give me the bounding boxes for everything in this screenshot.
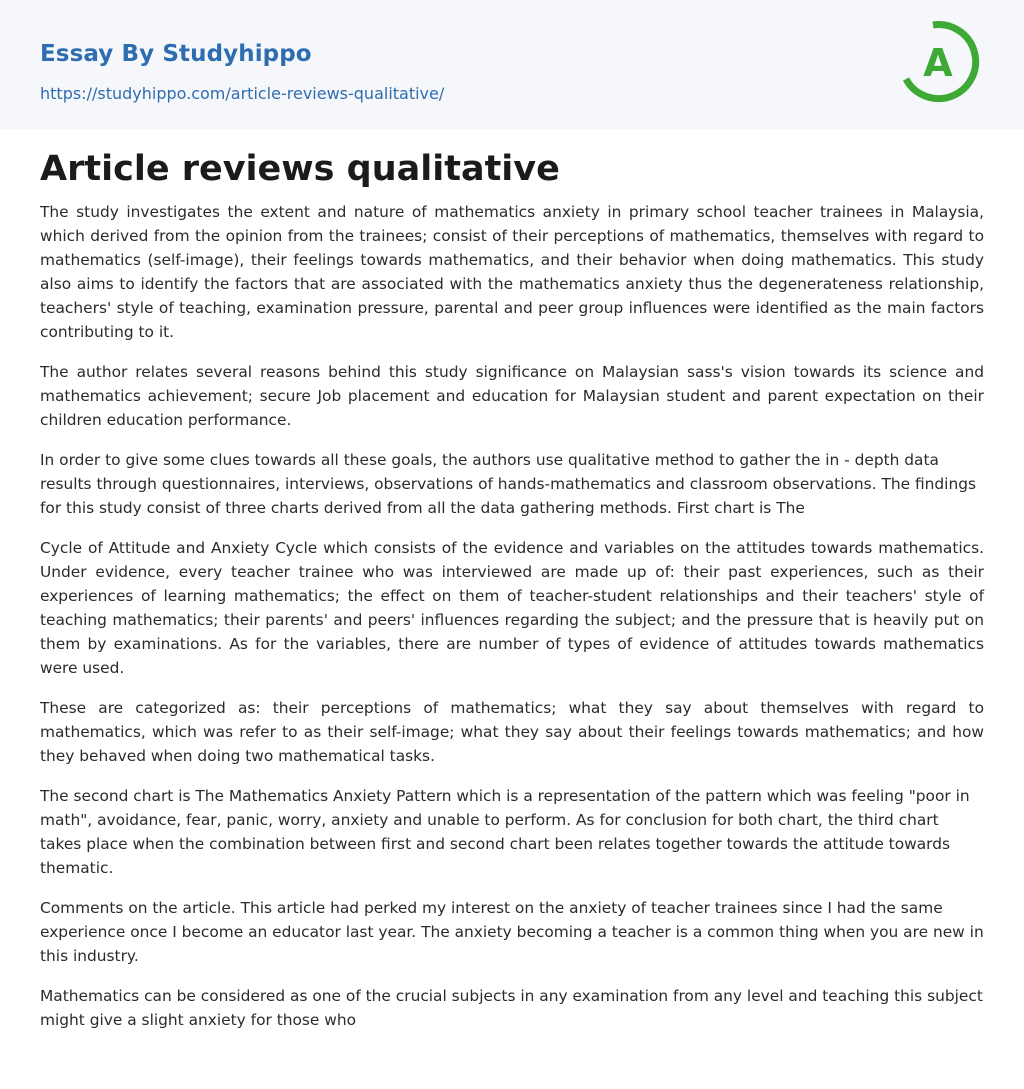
article-paragraph: The study investigates the extent and nature of mathematics anxiety in primary school teacher trainees in Malaysia, which derived from the opinion from the trainees; consist of their perceptions of mathematics, themselves with regard to mathematics (self-image), their feelings towards mathematics, and their behavior when doing mathematics. This study also aims to identify the factors that are associated with the mathematics anxiety thus the degenerateness relationship, teachers' style of teaching, examination pressure, parental and peer group influences were identified as the main factors contributing to it. bbox=[40, 203, 984, 341]
article-paragraph: Cycle of Attitude and Anxiety Cycle which consists of the evidence and variables on the attitudes towards mathematics. Under evidence, every teacher trainee who was interviewed are made up of: their past experiences, such as their experiences of learning mathematics; the effect on them of teacher-student relationships and their teachers' style of teaching mathematics; their parents' and peers' influences regarding the subject; and the pressure that is heavily put on them by examinations. As for the variables, there are number of types of evidence of attitudes towards mathematics were used. bbox=[40, 539, 984, 677]
studyhippo-logo-icon[interactable] bbox=[900, 19, 986, 105]
logo-letter: A bbox=[923, 41, 953, 85]
article-title: Article reviews qualitative bbox=[40, 149, 560, 189]
article-paragraph: The author relates several reasons behind this study significance on Malaysian sass's vision towards its science and mathematics achievement; secure Job placement and education for Malaysian student and parent expectation on their children education performance. bbox=[40, 363, 984, 429]
article-paragraph: The second chart is The Mathematics Anxiety Pattern which is a representation of the pattern which was feeling "poor in math", avoidance, fear, panic, worry, anxiety and unable to perform. As for conclusion for both chart, the third chart takes place when the combination between first and second chart been relates together towards the attitude towards thematic. bbox=[40, 787, 970, 877]
article-body bbox=[40, 200, 984, 1048]
article-paragraph: Mathematics can be considered as one of the crucial subjects in any examination from any level and teaching this subject might give a slight anxiety for those who bbox=[40, 987, 983, 1029]
article-url-link[interactable]: https://studyhippo.com/article-reviews-qualitative/ bbox=[40, 84, 445, 103]
site-brand[interactable]: Essay By Studyhippo bbox=[40, 41, 312, 67]
article-paragraph: Comments on the article. This article had perked my interest on the anxiety of teacher trainees since I had the same experience once I become an educator last year. The anxiety becoming a teacher is a common thing when you are new in this industry. bbox=[40, 899, 984, 965]
article-paragraph: These are categorized as: their perceptions of mathematics; what they say about themselves with regard to mathematics, which was refer to as their self-image; what they say about their feelings towards mathematics; and how they behaved when doing two mathematical tasks. bbox=[40, 699, 984, 765]
article-paragraph: In order to give some clues towards all these goals, the authors use qualitative method to gather the in - depth data results through questionnaires, interviews, observations of hands-mathematics and classroom observations. The findings for this study consist of three charts derived from all the data gathering methods. First chart is The bbox=[40, 451, 977, 517]
